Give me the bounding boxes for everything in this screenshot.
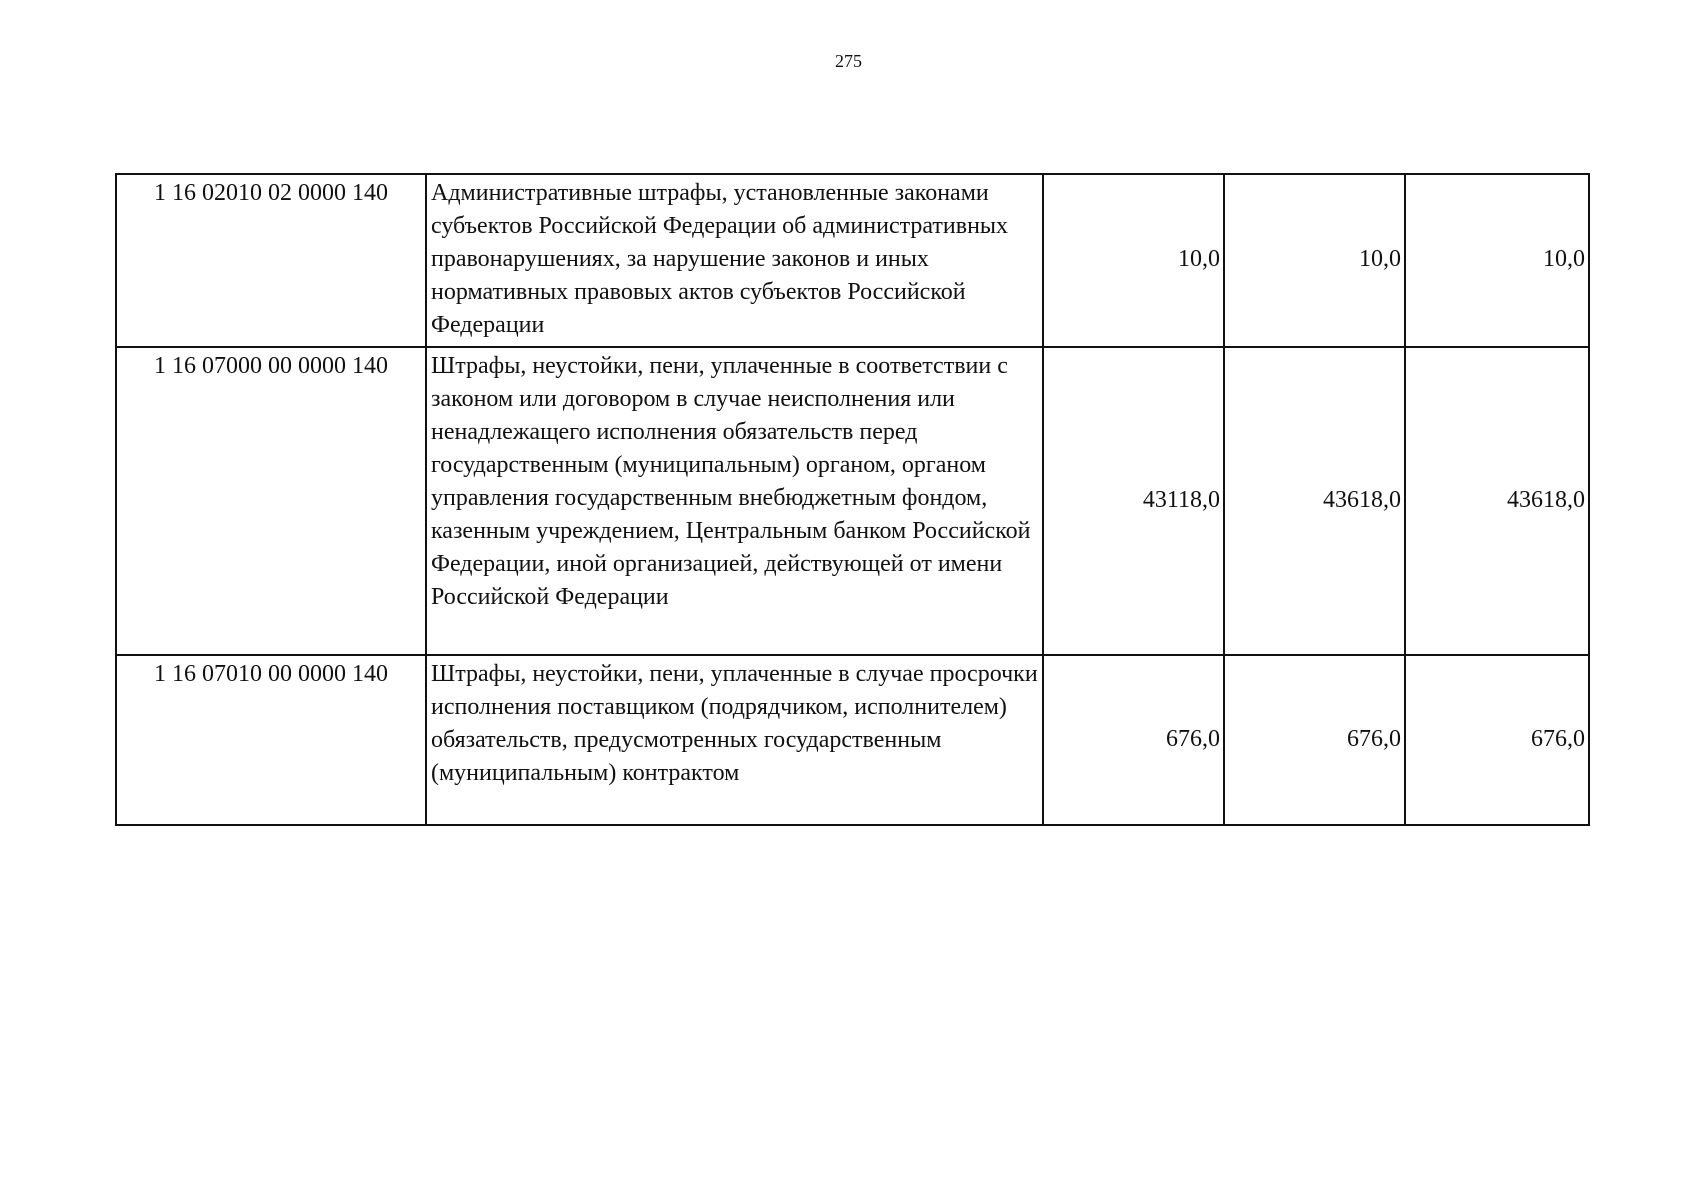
table-row (116, 347, 1589, 655)
table-row (116, 174, 1589, 347)
amount-cell-year-3: 676,0 (1405, 655, 1589, 825)
budget-code-cell: 1 16 07010 00 0000 140 (116, 655, 426, 825)
budget-revenue-table (115, 173, 1590, 826)
revenue-name-cell: Административные штрафы, установленные законами субъектов Российской Федерации об административных правонарушениях, за нарушение законов и иных нормативных правовых актов субъектов Российской Федерации (426, 174, 1043, 347)
revenue-name-cell: Штрафы, неустойки, пени, уплаченные в случае просрочки исполнения поставщиком (подрядчиком, исполнителем) обязательств, предусмотренных государственным (муниципальным) контрактом (426, 655, 1043, 825)
amount-cell-year-3: 43618,0 (1405, 347, 1589, 655)
amount-cell-year-2: 676,0 (1224, 655, 1405, 825)
amount-cell-year-3: 10,0 (1405, 174, 1589, 347)
table-row (116, 655, 1589, 825)
amount-cell-year-1: 10,0 (1043, 174, 1224, 347)
revenue-name-cell: Штрафы, неустойки, пени, уплаченные в соответствии с законом или договором в случае неисполнения или ненадлежащего исполнения обязательств перед государственным (муниципальным) органом, органом управления государственным внебюджетным фондом, казенным учреждением, Центральным банком Российской Федерации, иной организацией, действующей от имени Российской Федерации (426, 347, 1043, 655)
amount-cell-year-2: 10,0 (1224, 174, 1405, 347)
amount-cell-year-1: 43118,0 (1043, 347, 1224, 655)
budget-code-cell: 1 16 07000 00 0000 140 (116, 347, 426, 655)
amount-cell-year-2: 43618,0 (1224, 347, 1405, 655)
amount-cell-year-1: 676,0 (1043, 655, 1224, 825)
page-number: 275 (835, 51, 862, 71)
budget-code-cell: 1 16 02010 02 0000 140 (116, 174, 426, 347)
